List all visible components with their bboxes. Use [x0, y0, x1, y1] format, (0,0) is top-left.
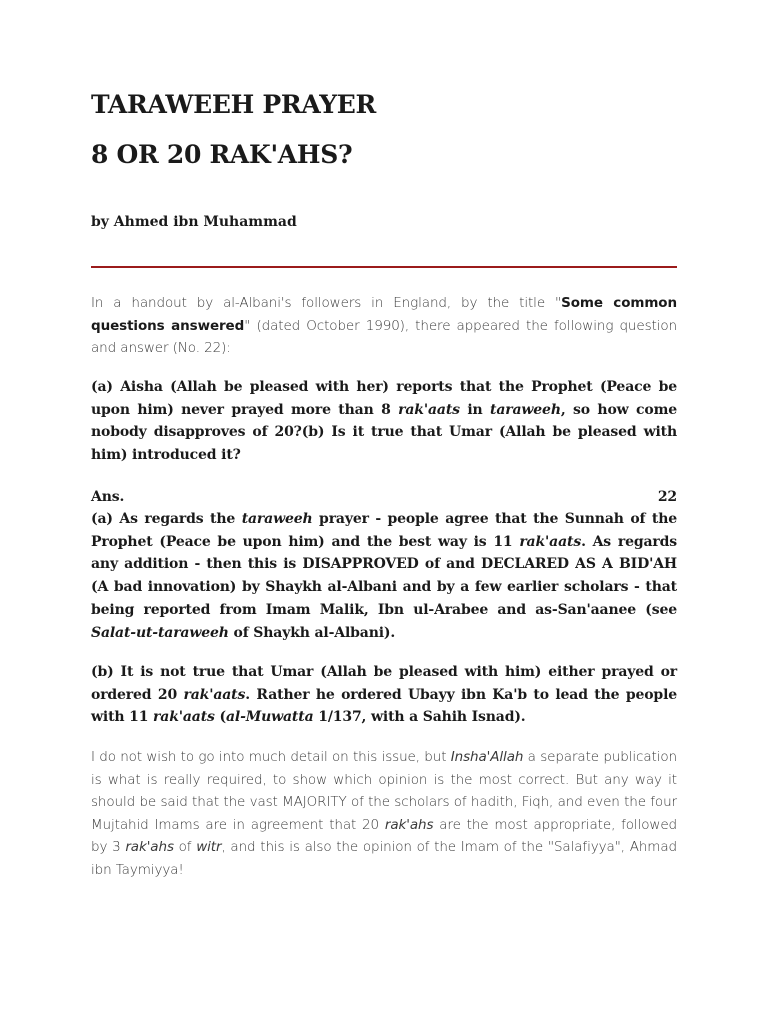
intro-paragraph: In a handout by al-Albani's followers in England, by the title "Some common questions answered" (dated October 1990), there appeared the following question and answer (No. 22): [91, 295, 677, 356]
divider-rule [91, 266, 677, 268]
answer-number: 22 [657, 489, 677, 505]
byline: by Ahmed ibn Muhammad [91, 214, 297, 230]
question-paragraph: (a) Aisha (Allah be pleased with her) reports that the Prophet (Peace be upon him) never prayed more than 8 rak'aats in taraweeh, so how come nobody disapproves of 20?(b) Is it true that Umar (Allah be pleased with him) introduced it? [91, 379, 678, 464]
handout-title: Some common questions answered [91, 295, 677, 334]
answer-label: Ans. [91, 489, 125, 505]
answer-header [91, 486, 677, 509]
answer-a-paragraph: (a) As regards the taraweeh prayer - people agree that the Sunnah of the Prophet (Peace be upon him) and the best way is 11 rak'aats. As regards any addition - then this is DISAPPROVED of and DECLARED AS A BID'AH (A bad innovation) by Shaykh al-Albani and by a few earlier scholars - that being reported from Imam Malik, Ibn ul-Arabee and as-San'aanee (see Salat-ut-taraweeh of Shaykh al-Albani). [91, 511, 678, 641]
answer-b-paragraph: (b) It is not true that Umar (Allah be pleased with him) either prayed or ordered 20 rak'aats. Rather he ordered Ubayy ibn Ka'b to lead the people with 11 rak'aats (al-Muwatta 1/137, with a Sahih Isnad). [91, 664, 677, 726]
title-line-1: TARAWEEH PRAYER [91, 90, 376, 119]
closing-paragraph: I do not wish to go into much detail on this issue, but Insha'Allah a separate publication is what is really required, to show which opinion is the most correct. But any way it should be said that the vast MAJORITY of the scholars of hadith, Fiqh, and even the four Mujtahid Imams are in agreement that 20 rak'ahs are the most appropriate, followed by 3 rak'ahs of witr, and this is also the opinion of the Imam of the "Salafiyya", Ahmad ibn Taymiyya! [91, 749, 678, 878]
title-line-2: 8 OR 20 RAK'AHS? [91, 140, 353, 169]
